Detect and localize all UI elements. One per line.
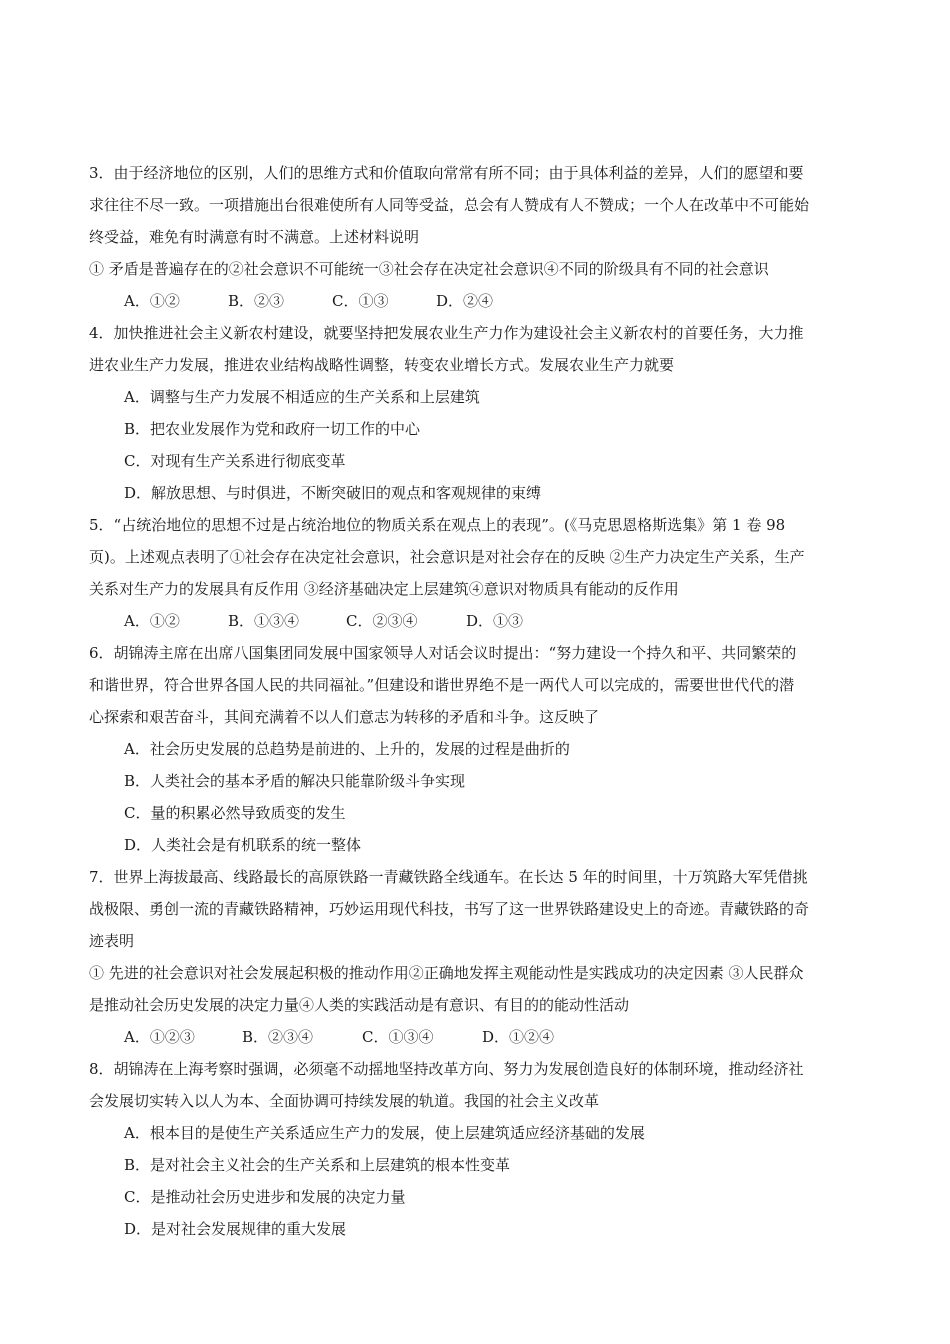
q3-options — [124, 285, 493, 317]
q7-stem-line-5: 是推动社会历史发展的决定力量④人类的实践活动是有意识、有目的的能动性活动 — [89, 996, 630, 1014]
q6-stem-line-2: 和谐世界，符合世界各国人民的共同福祉。”但建设和谐世界绝不是一两代人可以完成的，需要世世代代的潜 — [89, 676, 795, 694]
q8-option-a[interactable]: A．根本目的是使生产关系适应生产力的发展，使上层建筑适应经济基础的发展 — [124, 1124, 645, 1142]
q3-option-d[interactable]: D．②④ — [436, 292, 494, 310]
q6-option-b[interactable]: B．人类社会的基本矛盾的解决只能靠阶级斗争实现 — [124, 772, 466, 790]
q4-stem-line-2: 进农业生产力发展，推进农业结构战略性调整，转变农业增长方式。发展农业生产力就要 — [89, 356, 675, 374]
q4-option-c[interactable]: C．对现有生产关系进行彻底变革 — [124, 452, 346, 470]
q8-option-d[interactable]: D．是对社会发展规律的重大发展 — [124, 1220, 347, 1238]
q3-stem-line-3: 终受益，难免有时满意有时不满意。上述材料说明 — [89, 228, 420, 246]
q6-stem-line-3: 心探索和艰苦奋斗，其间充满着不以人们意志为转移的矛盾和斗争。这反映了 — [89, 708, 600, 726]
q7-option-a[interactable]: A．①②③ — [124, 1028, 195, 1046]
q6-option-c[interactable]: C．量的积累必然导致质变的发生 — [124, 804, 346, 822]
q6-option-a[interactable]: A．社会历史发展的总趋势是前进的、上升的，发展的过程是曲折的 — [124, 740, 570, 758]
q6-option-d[interactable]: D．人类社会是有机联系的统一整体 — [124, 836, 362, 854]
q5-option-b[interactable]: B．①③④ — [228, 612, 300, 630]
q7-stem-line-2: 战极限、勇创一流的青藏铁路精神，巧妙运用现代科技，书写了这一世界铁路建设史上的奇迹。青藏铁路的奇 — [89, 900, 810, 918]
q3-option-a[interactable]: A．①② — [124, 292, 180, 310]
q4-stem-line-1: 4．加快推进社会主义新农村建设，就要坚持把发展农业生产力作为建设社会主义新农村的首要任务，大力推 — [89, 324, 804, 342]
q3-stem-line-2: 求往往不尽一致。一项措施出台很难使所有人同等受益，总会有人赞成有人不赞成；一个人在改革中不可能始 — [89, 196, 810, 214]
q5-stem-line-1: 5．“占统治地位的思想不过是占统治地位的物质关系在观点上的表现”。(《马克思恩格斯选集》第 1 卷 98 — [89, 516, 786, 534]
q3-stem-line-1: 3．由于经济地位的区别，人们的思维方式和价值取向常常有所不同；由于具体利益的差异，人们的愿望和要 — [89, 164, 804, 182]
q7-stem-line-3: 迹表明 — [89, 932, 135, 950]
q8-stem-line-2: 会发展切实转入以人为本、全面协调可持续发展的轨道。我国的社会主义改革 — [89, 1092, 600, 1110]
q8-option-c[interactable]: C．是推动社会历史进步和发展的决定力量 — [124, 1188, 406, 1206]
q7-option-c[interactable]: C．①③④ — [362, 1028, 434, 1046]
q8-option-b[interactable]: B．是对社会主义社会的生产关系和上层建筑的根本性变革 — [124, 1156, 511, 1174]
q3-option-c[interactable]: C．①③ — [332, 292, 389, 310]
q7-stem-line-1: 7．世界上海拔最高、线路最长的高原铁路一青藏铁路全线通车。在长达 5 年的时间里，十万筑路大军凭借挑 — [89, 868, 808, 886]
q4-option-a[interactable]: A．调整与生产力发展不相适应的生产关系和上层建筑 — [124, 388, 480, 406]
q5-stem-line-2: 页)。上述观点表明了①社会存在决定社会意识，社会意识是对社会存在的反映 ②生产力决定生产关系，生产 — [89, 548, 805, 566]
q6-stem-line-1: 6．胡锦涛主席在出席八国集团同发展中国家领导人对话会议时提出：“努力建设一个持久和平、共同繁荣的 — [89, 644, 797, 662]
q7-option-d[interactable]: D．①②④ — [482, 1028, 555, 1046]
q7-option-b[interactable]: B．②③④ — [242, 1028, 314, 1046]
q3-stem-line-4: ① 矛盾是普遍存在的②社会意识不可能统一③社会存在决定社会意识④不同的阶级具有不同的社会意识 — [89, 260, 769, 278]
q8-stem-line-1: 8．胡锦涛在上海考察时强调，必须毫不动摇地坚持改革方向、努力为发展创造良好的体制环境，推动经济社 — [89, 1060, 804, 1078]
q5-stem-line-3: 关系对生产力的发展具有反作用 ③经济基础决定上层建筑④意识对物质具有能动的反作用 — [89, 580, 679, 598]
q3-option-b[interactable]: B．②③ — [228, 292, 285, 310]
q5-option-d[interactable]: D．①③ — [466, 612, 524, 630]
q7-options — [124, 1021, 554, 1053]
q5-options — [124, 605, 523, 637]
q5-option-a[interactable]: A．①② — [124, 612, 180, 630]
q4-option-b[interactable]: B．把农业发展作为党和政府一切工作的中心 — [124, 420, 421, 438]
q7-stem-line-4: ① 先进的社会意识对社会发展起积极的推动作用②正确地发挥主观能动性是实践成功的决定因素 ③人民群众 — [89, 964, 804, 982]
q5-option-c[interactable]: C．②③④ — [346, 612, 418, 630]
q4-option-d[interactable]: D．解放思想、与时俱进，不断突破旧的观点和客观规律的束缚 — [124, 484, 542, 502]
